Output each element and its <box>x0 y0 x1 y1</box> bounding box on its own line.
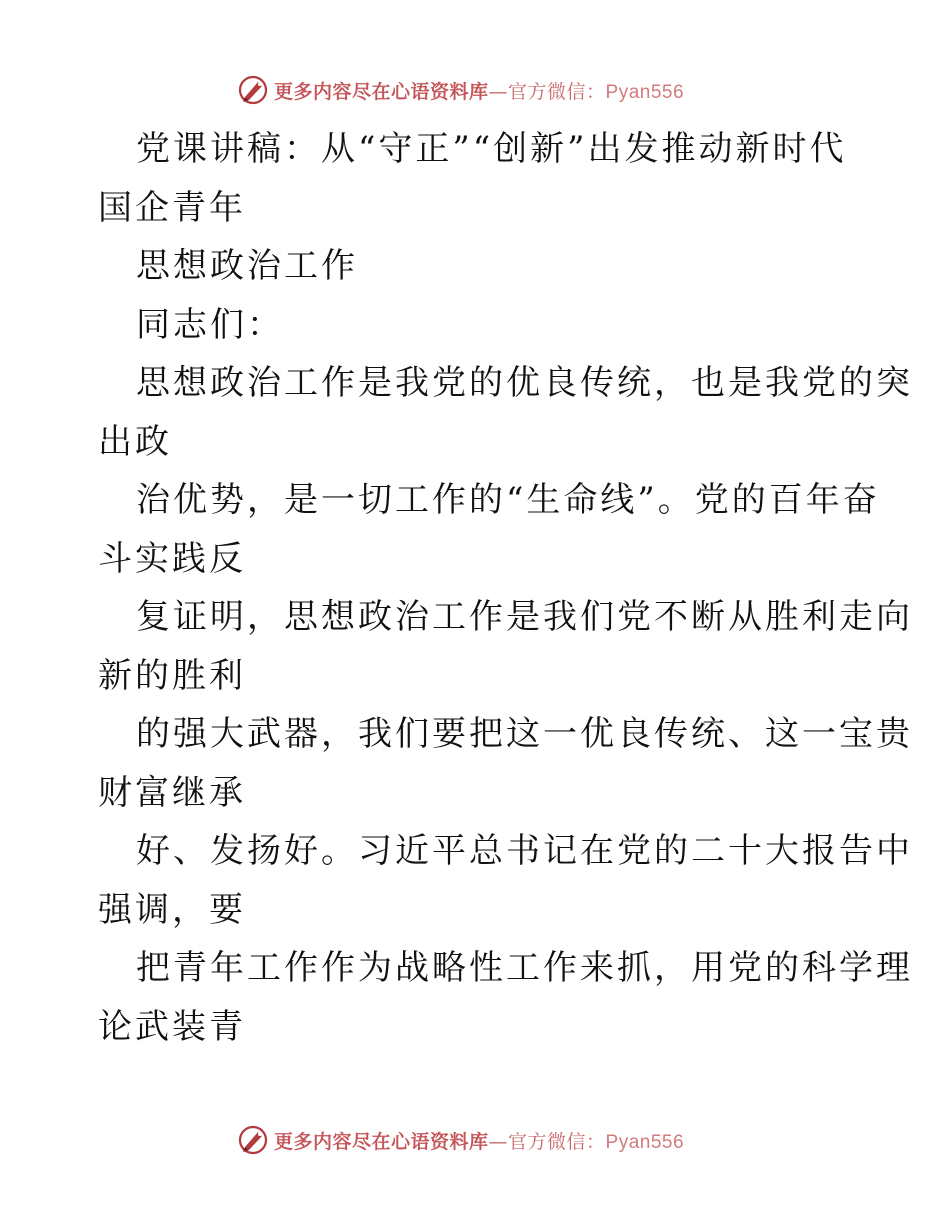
text-line: 复证明，思想政治工作是我们党不断从胜利走向 <box>136 597 913 637</box>
header-contact-id: Pyan556 <box>605 81 685 103</box>
text-line: 治优势，是一切工作的“生命线”。党的百年奋 <box>136 480 880 520</box>
text-line: 强调，要 <box>98 889 246 930</box>
text-line: 国企青年 <box>98 187 246 228</box>
text-line: 财富继承 <box>98 772 246 813</box>
text-line: 同志们： <box>136 304 284 345</box>
pen-logo-icon <box>236 73 270 107</box>
footer-contact-id: Pyan556 <box>605 1131 685 1153</box>
document-body <box>98 120 913 1056</box>
footer-brand: 更多内容尽在心语资料库 <box>274 1130 489 1153</box>
text-line: 好、发扬好。习近平总书记在党的二十大报告中 <box>136 831 913 871</box>
text-line: 党课讲稿：从“守正”“创新”出发推动新时代 <box>136 129 847 169</box>
text-line: 的强大武器，我们要把这一优良传统、这一宝贵 <box>136 714 913 754</box>
text-line: 斗实践反 <box>98 538 246 579</box>
text-line: 新的胜利 <box>98 655 246 696</box>
footer-contact-label: 官方微信： <box>508 1130 606 1153</box>
header-contact-label: 官方微信： <box>508 80 606 103</box>
footer-dash: — <box>488 1130 509 1153</box>
pen-logo-icon <box>236 1123 270 1157</box>
header-dash: — <box>488 80 509 103</box>
text-line: 出政 <box>98 421 172 462</box>
text-line: 思想政治工作 <box>136 246 358 286</box>
header-brand: 更多内容尽在心语资料库 <box>274 80 489 103</box>
text-line: 论武装青 <box>98 1006 246 1047</box>
text-line: 思想政治工作是我党的优良传统，也是我党的突 <box>136 363 913 403</box>
header-watermark <box>236 72 716 108</box>
text-line: 把青年工作作为战略性工作来抓，用党的科学理 <box>136 948 913 988</box>
footer-watermark <box>236 1122 716 1158</box>
